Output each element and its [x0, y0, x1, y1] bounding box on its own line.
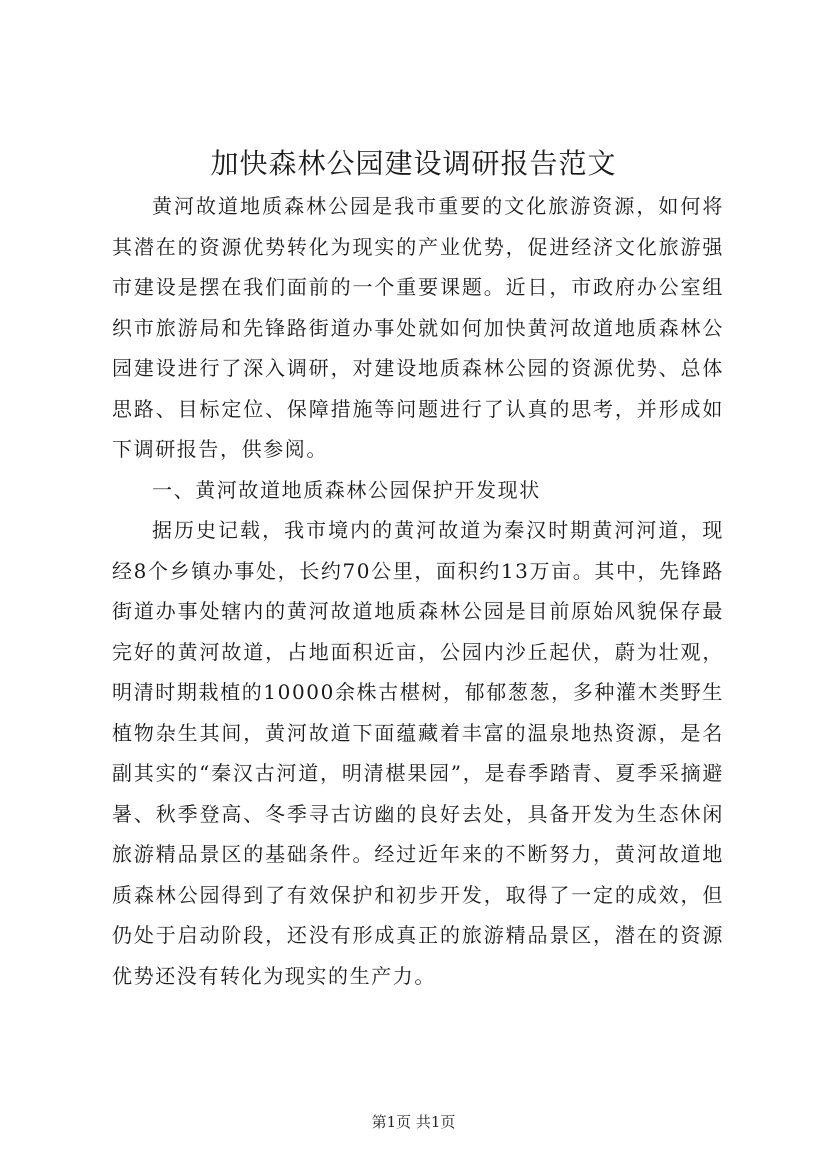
document-title: 加快森林公园建设调研报告范文 — [210, 147, 617, 180]
intro-paragraph: 黄河故道地质森林公园是我市重要的文化旅游资源，如何将其潜在的资源优势转化为现实的产业优势，促进经济文化旅游强市建设是摆在我们面前的一个重要课题。近日，市政府办公室组织市旅游局和先锋路街道办事处就如何加快黄河故道地质森林公园建设进行了深入调研，对建设地质森林公园的资源优势、总体思路、目标定位、保障措施等问题进行了认真的思考，并形成如下调研报告，供参阅。 — [112, 194, 724, 461]
section-heading: 一、黄河故道地质森林公园保护开发现状 — [152, 477, 541, 502]
section-paragraph: 据历史记载，我市境内的黄河故道为秦汉时期黄河河道，现经8个乡镇办事处，长约70公里，面积约13万亩。其中，先锋路街道办事处辖内的黄河故道地质森林公园是目前原始风貌保存最完好的黄河故道，占地面积近亩，公园内沙丘起伏，蔚为壮观，明清时期栽植的10000余株古椹树，郁郁葱葱，多种灌木类野生植物杂生其间，黄河故道下面蕴藏着丰富的温泉地热资源，是名副其实的“秦汉古河道，明清椹果园”，是春季踏青、夏季采摘避暑、秋季登高、冬季寻古访幽的良好去处，具备开发为生态休闲旅游精品景区的基础条件。经过近年来的不断努力，黄河故道地质森林公园得到了有效保护和初步开发，取得了一定的成效，但仍处于启动阶段，还没有形成真正的旅游精品景区，潜在的资源优势还没有转化为现实的生产力。 — [112, 518, 724, 988]
document-body — [112, 186, 724, 996]
page-number-footer: 第1页 共1页 — [371, 1113, 456, 1131]
